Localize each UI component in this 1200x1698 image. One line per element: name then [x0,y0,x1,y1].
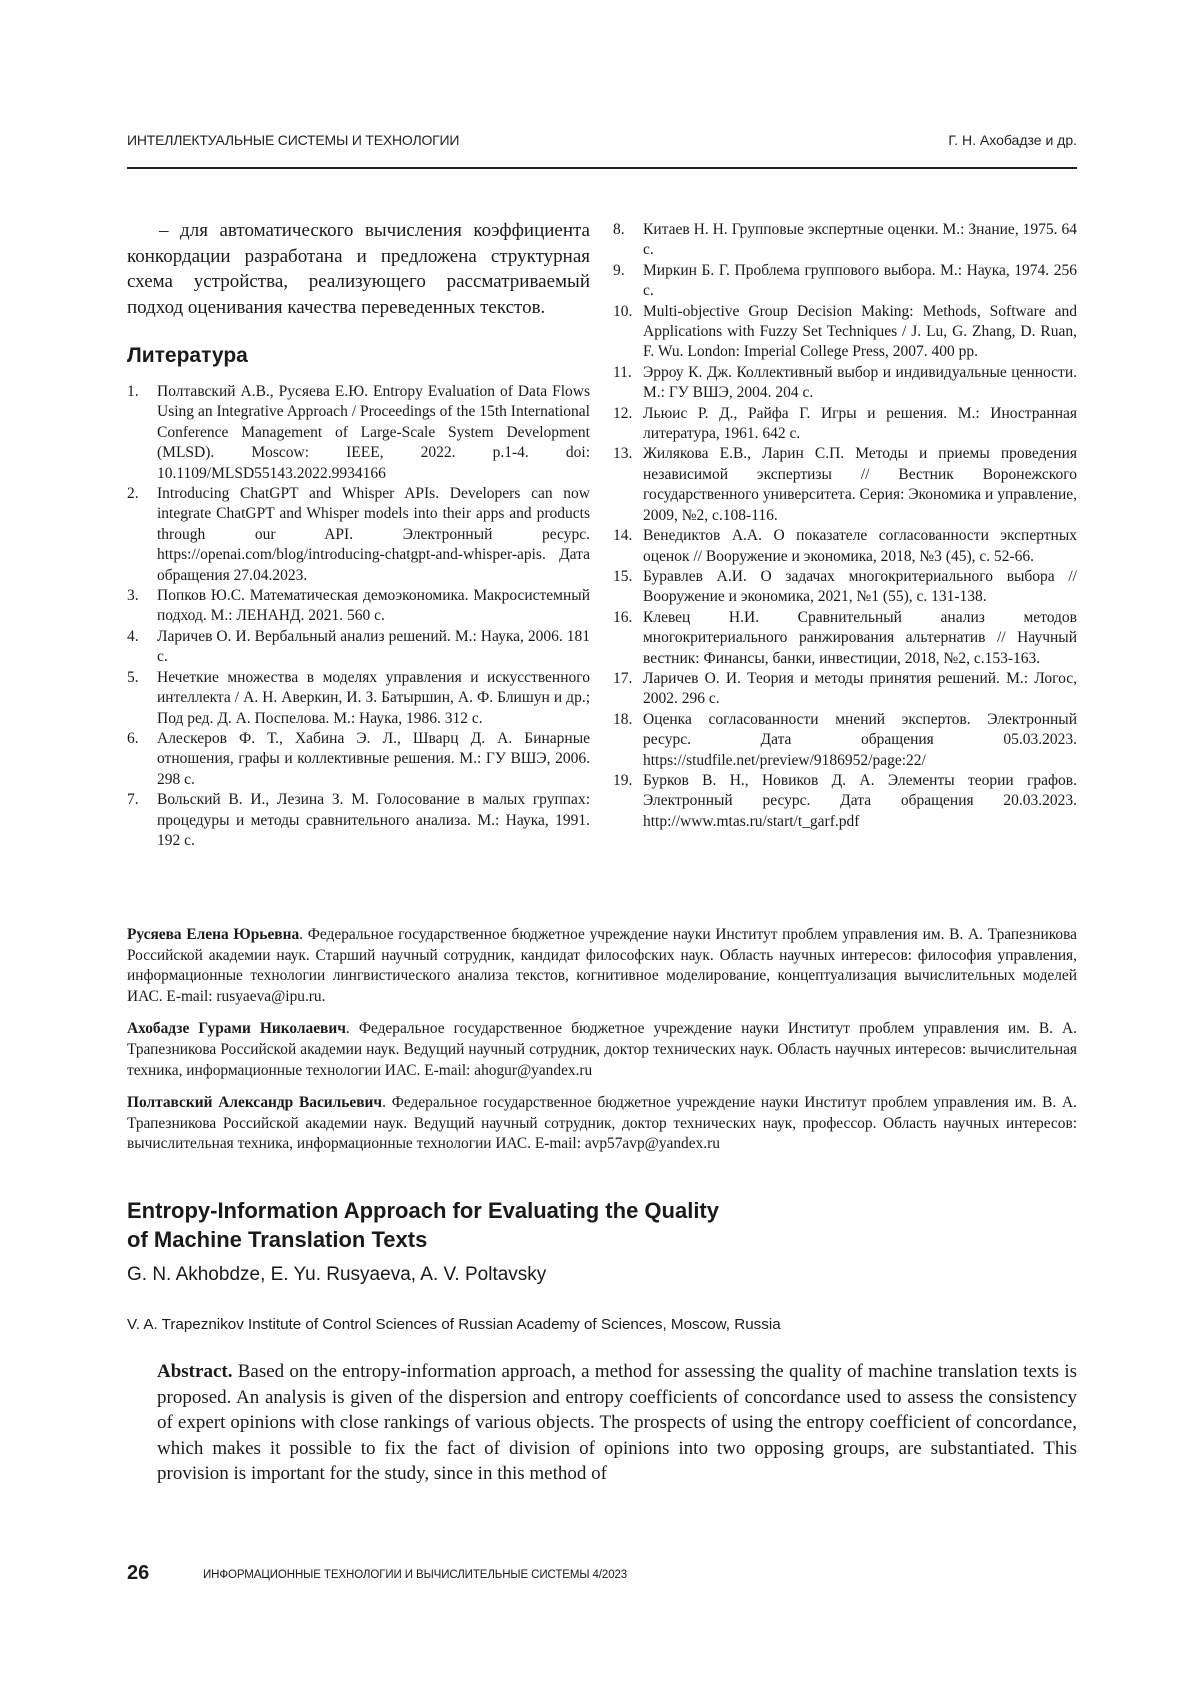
section-title: ИНТЕЛЛЕКТУАЛЬНЫЕ СИСТЕМЫ И ТЕХНОЛОГИИ [127,132,460,148]
english-affiliation: V. A. Trapeznikov Institute of Control Sciences of Russian Academy of Sciences, Moscow, Russia [127,1316,781,1333]
reference-number: 10. [613,302,633,320]
reference-text: Китаев Н. Н. Групповые экспертные оценки. М.: Знание, 1975. 64 с. [643,221,1077,259]
reference-text: Ларичев О. И. Вербальный анализ решений. М.: Наука, 2006. 181 с. [157,627,590,666]
reference-number: 4. [127,627,139,645]
page-footer [127,1562,1027,1592]
reference-text: Эрроу К. Дж. Коллективный выбор и индивидуальные ценности. М.: ГУ ВШЭ, 2004. 204 с. [643,363,1077,402]
reference-item [613,220,1077,261]
reference-number: 14. [613,527,633,545]
reference-text: Алескеров Ф. Т., Хабина Э. Л., Шварц Д. А. Бинарные отношения, графы и коллективные решения. М.: ГУ ВШЭ, 2006. 298 с. [157,729,590,788]
reference-number: 19. [613,771,633,789]
english-title-line: Entropy-Information Approach for Evaluating the Quality [127,1198,719,1223]
reference-text: Ларичев О. И. Теория и методы принятия решений. М.: Логос, 2002. 296 с. [643,669,1077,708]
reference-item [127,586,590,627]
journal-name: ИНФОРМАЦИОННЫЕ ТЕХНОЛОГИИ И ВЫЧИСЛИТЕЛЬНЫЕ СИСТЕМЫ 4/2023 [203,1569,628,1581]
reference-item [613,404,1077,445]
reference-item [127,484,590,586]
reference-list-right [613,220,1077,832]
right-column [613,220,1077,832]
reference-item [127,790,590,851]
reference-item [127,627,590,668]
reference-item [613,608,1077,669]
reference-item [613,669,1077,710]
bio-text: . Федеральное государственное бюджетное учреждение науки Институт проблем управления им. В. А. Трапезникова Российской академии наук. Ведущий научный сотрудник, доктор технических наук. Область научных интересов: вычислительная техника, информационные технологии ИАС. E-mail: ahogur@yandex.ru [127,1020,1077,1079]
reference-number: 11. [613,363,632,381]
page-number: 26 [127,1562,150,1584]
reference-item [613,567,1077,608]
english-authors: G. N. Akhobdze, E. Yu. Rusyaeva, A. V. Poltavsky [127,1264,547,1285]
author-bio [127,1093,1077,1155]
reference-text: Попков Ю.С. Математическая демоэкономика. Макросистемный подход. М.: ЛЕНАНД. 2021. 560 с. [157,587,590,625]
references-heading: Литература [127,344,248,367]
intro-paragraph: – для автоматического вычисления коэффициента конкордации разработана и предложена структурная схема устройства, реализующего рассматриваемый подход оценивания качества переведенных текстов. [127,220,590,318]
bio-name: Полтавский Александр Васильевич [127,1094,383,1112]
reference-text: Полтавский А.В., Русяева Е.Ю. Entropy Evaluation of Data Flows Using an Integrative Approach / Proceedings of the 15th International Conference Management of Large-Scale System Development (MLSD). Moscow: IEEE, 2022. p.1-4. doi: 10.1109/MLSD55143.2022.9934166 [157,383,590,482]
reference-list-left [127,382,590,851]
author-bio [127,925,1077,1007]
reference-number: 16. [613,608,633,626]
author-bio [127,1019,1077,1081]
bio-name: Ахобадзе Гурами Николаевич [127,1020,346,1038]
reference-number: 7. [127,791,139,809]
abstract-label: Abstract. [157,1361,233,1382]
reference-number: 3. [127,587,139,605]
reference-text: Буравлев А.И. О задачах многокритериального выбора // Вооружение и экономика, 2021, №1 (55), с. 131-138. [643,567,1077,606]
reference-number: 15. [613,567,633,585]
author-bios [127,925,1077,1167]
english-title [127,1196,927,1254]
reference-number: 5. [127,668,139,686]
abstract [157,1359,1077,1487]
reference-item [613,302,1077,363]
reference-item [613,710,1077,771]
reference-number: 1. [127,383,139,400]
reference-text: Нечеткие множества в моделях управления и искусственного интеллекта / А. Н. Аверкин, И. З. Батыршин, А. Ф. Блишун и др.; Под ред. Д. А. Поспелова. М.: Наука, 1986. 312 с. [157,668,590,727]
reference-item [613,771,1077,832]
reference-number: 18. [613,710,633,728]
reference-item [613,363,1077,404]
reference-text: Клевец Н.И. Сравнительный анализ методов многокритериального ранжирования альтернатив // Научный вестник: Финансы, банки, инвестиции, 2018, №2, с.153-163. [643,608,1077,667]
reference-number: 8. [613,221,625,238]
reference-text: Оценка согласованности мнений экспертов. Электронный ресурс. Дата обращения 05.03.2023. https://studfile.net/preview/9186952/page:22/ [643,710,1077,769]
reference-number: 2. [127,485,139,503]
english-title-line: of Machine Translation Texts [127,1227,428,1252]
reference-text: Вольский В. И., Лезина З. М. Голосование в малых группах: процедуры и методы сравнительного анализа. М.: Наука, 1991. 192 с. [157,791,590,849]
left-column [127,218,590,851]
reference-item [127,668,590,729]
bio-name: Русяева Елена Юрьевна [127,926,300,943]
header-rule [127,167,1077,169]
running-header [127,128,1077,154]
abstract-text: Based on the entropy-information approach, a method for assessing the quality of machine translation texts is proposed. An analysis is given of the dispersion and entropy coefficients of concordance used to assess the consistency of expert opinions with close rankings of various objects. The prospects of using the entropy coefficient of concordance, which makes it possible to fix the fact of division of opinions into two opposing groups, are substantiated. This provision is important for the study, since in this method of [157,1361,1077,1484]
reference-item [127,382,590,484]
bio-text: . Федеральное государственное бюджетное учреждение науки Институт проблем управления им. В. А. Трапезникова Российской академии наук. Старший научный сотрудник, кандидат философских наук. Область научных интересов: философия управления, информационные технологии лингвистического анализа текстов, когнитивное моделирование, концептуализация вычислительных моделей ИАС. E-mail: rusyaeva@ipu.ru. [127,926,1077,1005]
header-authors: Г. Н. Ахобадзе и др. [948,132,1077,148]
reference-text: Жилякова Е.В., Ларин С.П. Методы и приемы проведения независимой экспертизы // Вестник Воронежского государственного университета. Серия: Экономика и управление, 2009, №2, с.108-116. [643,445,1077,524]
reference-item [127,729,590,790]
reference-text: Multi-objective Group Decision Making: Methods, Software and Applications with Fuzzy Set Techniques / J. Lu, G. Zhang, D. Ruan, F. Wu. London: Imperial College Press, 2007. 400 pp. [643,302,1077,361]
bio-text: . Федеральное государственное бюджетное учреждение науки Институт проблем управления им. В. А. Трапезникова Российской академии наук. Ведущий научный сотрудник, доктор технических наук, профессор. Область научных интересов: вычислительная техника, информационные технологии ИАС. E-mail: avp57avp@yandex.ru [127,1094,1077,1153]
reference-number: 17. [613,669,633,687]
reference-item [613,444,1077,526]
reference-text: Миркин Б. Г. Проблема группового выбора. М.: Наука, 1974. 256 с. [643,261,1077,300]
reference-number: 6. [127,729,139,747]
reference-text: Льюис Р. Д., Райфа Г. Игры и решения. М.: Иностранная литература, 1961. 642 с. [643,404,1077,443]
reference-number: 13. [613,445,633,463]
reference-item [613,526,1077,567]
reference-text: Бурков В. Н., Новиков Д. А. Элементы теории графов. Электронный ресурс. Дата обращения 20.03.2023. http://www.mtas.ru/start/t_garf.pdf [643,771,1077,830]
reference-text: Introducing ChatGPT and Whisper APIs. Developers can now integrate ChatGPT and Whisper models into their apps and products through our API. Электронный ресурс. https://openai.com/blog/introducing-chatgpt-and-whisper-apis. Дата обращения 27.04.2023. [157,485,590,584]
reference-text: Венедиктов А.А. О показателе согласованности экспертных оценок // Вооружение и экономика, 2018, №3 (45), с. 52-66. [643,527,1077,565]
reference-item [613,261,1077,302]
reference-number: 9. [613,261,625,279]
reference-number: 12. [613,404,633,422]
